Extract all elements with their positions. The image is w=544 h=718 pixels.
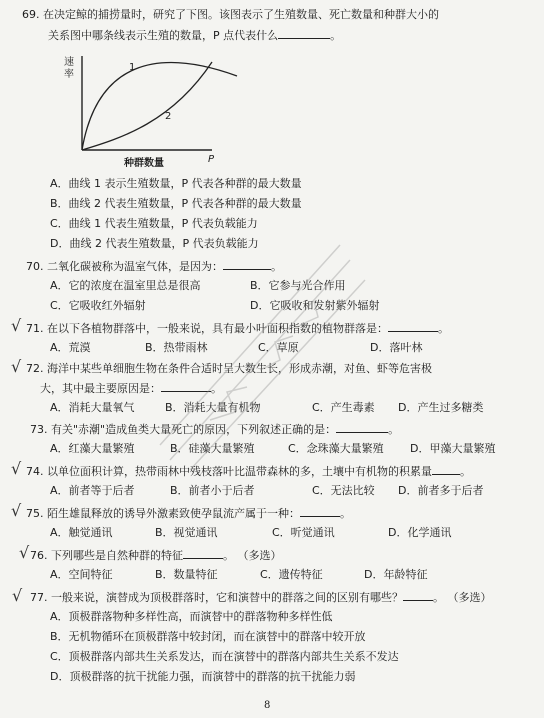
q76-option-c[interactable]: C．遗传特征 [260, 568, 323, 581]
q73-option-b[interactable]: B．硅藻大量繁殖 [170, 442, 255, 455]
q77-stem: 77. 一般来说，演替成为顶极群落时，它和演替中的群落之间的区别有哪些？ 。 （多选） [30, 591, 492, 604]
q71-options [50, 341, 530, 355]
q70-options-2 [50, 299, 530, 313]
q74-option-a[interactable]: A．前者等于后者 [50, 484, 135, 497]
q69-diagram [62, 52, 252, 170]
q69-stem-line2: 关系图中哪条线表示生殖的数量，P 点代表什么 。 [48, 29, 342, 42]
q69-xlabel: 种群数量 [124, 158, 164, 169]
q70-option-a[interactable]: A．它的浓度在温室里总是很高 [50, 279, 201, 292]
answer-blank[interactable] [223, 259, 271, 270]
answer-blank[interactable] [183, 548, 223, 559]
q77-option-b[interactable]: B．无机物循环在顶极群落中较封闭，而在演替中的群落中较开放 [50, 630, 366, 643]
answer-blank[interactable] [403, 590, 433, 601]
q69-ylabel-2: 率 [64, 69, 74, 80]
pen-check-mark: √ [19, 543, 30, 562]
q69-option-c[interactable]: C．曲线 1 代表生殖数量，P 代表负载能力 [50, 217, 258, 230]
q75-option-c[interactable]: C．听觉通讯 [272, 526, 335, 539]
q73-option-c[interactable]: C．念珠藻大量繁殖 [288, 442, 384, 455]
answer-blank[interactable] [432, 464, 460, 475]
q73-options [50, 442, 530, 456]
q70-options [50, 279, 530, 293]
q69-ylabel-1: 速 [64, 57, 74, 68]
q71-option-a[interactable]: A．荒漠 [50, 341, 91, 354]
q77-option-c[interactable]: C．顶极群落内部共生关系发达，而在演替中的群落内部共生关系不发达 [50, 650, 399, 663]
pen-check-mark: √ [11, 357, 22, 376]
answer-blank[interactable] [388, 321, 438, 332]
q72-options [50, 401, 530, 415]
q72-stem-line1: 72. 海洋中某些单细胞生物在条件合适时呈大数生长，形成赤潮，对鱼、虾等危害极 [26, 362, 432, 375]
pen-check-mark: √ [12, 586, 23, 605]
q69-option-a[interactable]: A．曲线 1 表示生殖数量，P 代表各种群的最大数量 [50, 177, 302, 190]
curve-1-label: 1 [129, 62, 136, 73]
q75-option-d[interactable]: D．化学通讯 [388, 526, 452, 539]
q72-option-d[interactable]: D．产生过多糖类 [398, 401, 484, 414]
q70-stem: 70. 二氧化碳被称为温室气体，是因为： 。 [26, 260, 282, 273]
q77-option-d[interactable]: D．顶极群落的抗干扰能力强，而演替中的群落的抗干扰能力弱 [50, 670, 356, 683]
answer-blank[interactable] [161, 381, 211, 392]
answer-blank[interactable] [300, 506, 340, 517]
q70-option-d[interactable]: D．它吸收和发射紫外辐射 [250, 299, 380, 312]
answer-blank[interactable] [278, 28, 330, 39]
pen-check-mark: √ [11, 316, 22, 335]
curve-1 [82, 63, 237, 150]
q76-stem: 76. 下列哪些是自然种群的特征 。 （多选） [30, 549, 282, 562]
p-label: P [208, 154, 215, 165]
q74-stem: 74. 以单位面积计算，热带雨林中残枝落叶比温带森林的多，土壤中有机物的积累量 。 [26, 465, 471, 478]
page-number: 8 [264, 700, 271, 711]
q74-options [50, 484, 530, 498]
q72-option-a[interactable]: A．消耗大量氧气 [50, 401, 135, 414]
q72-option-b[interactable]: B．消耗大量有机物 [165, 401, 261, 414]
q71-option-d[interactable]: D．落叶林 [370, 341, 423, 354]
answer-blank[interactable] [336, 422, 388, 433]
q76-options [50, 568, 530, 582]
q73-stem: 73. 有关"赤潮"造成鱼类大量死亡的原因，下列叙述正确的是： 。 [30, 423, 400, 436]
q76-note: （多选） [237, 549, 282, 562]
q70-option-c[interactable]: C．它吸收红外辐射 [50, 299, 146, 312]
q72-option-c[interactable]: C．产生毒素 [312, 401, 375, 414]
q76-option-b[interactable]: B．数量特征 [155, 568, 218, 581]
pen-check-mark: √ [11, 501, 22, 520]
q71-stem: 71. 在以下各植物群落中，一般来说，具有最小叶面积指数的植物群落是： 。 [26, 322, 449, 335]
q70-option-b[interactable]: B．它参与光合作用 [250, 279, 346, 292]
curve-2 [82, 62, 212, 150]
q71-option-b[interactable]: B．热带雨林 [145, 341, 208, 354]
q74-option-c[interactable]: C．无法比较 [312, 484, 375, 497]
q75-options [50, 526, 530, 540]
pen-check-mark: √ [11, 459, 22, 478]
q74-option-d[interactable]: D．前者多于后者 [398, 484, 484, 497]
q76-option-d[interactable]: D．年龄特征 [364, 568, 428, 581]
q76-option-a[interactable]: A．空间特征 [50, 568, 113, 581]
q73-option-d[interactable]: D．甲藻大量繁殖 [410, 442, 496, 455]
q71-option-c[interactable]: C．草原 [258, 341, 299, 354]
curve-2-label: 2 [165, 111, 172, 122]
q69-option-b[interactable]: B．曲线 2 代表生殖数量，P 代表各种群的最大数量 [50, 197, 302, 210]
q74-option-b[interactable]: B．前者小于后者 [170, 484, 255, 497]
q75-stem: 75. 陌生雄鼠释放的诱导外激素致使孕鼠流产属于一种： 。 [26, 507, 351, 520]
q72-stem-line2: 大，其中最主要原因是： 。 [40, 382, 222, 395]
q69-stem-line1: 69. 在决定鲸的捕捞量时，研究了下图。该图表示了生殖数量、死亡数量和种群大小的 [22, 8, 439, 21]
q77-option-a[interactable]: A．顶极群落物种多样性高，而演替中的群落物种多样性低 [50, 610, 333, 623]
q69-option-d[interactable]: D．曲线 2 代表生殖数量，P 代表负载能力 [50, 237, 259, 250]
q77-note: （多选） [447, 591, 492, 604]
q73-option-a[interactable]: A．红藻大量繁殖 [50, 442, 135, 455]
q75-option-a[interactable]: A．触觉通讯 [50, 526, 113, 539]
q75-option-b[interactable]: B．视觉通讯 [155, 526, 218, 539]
